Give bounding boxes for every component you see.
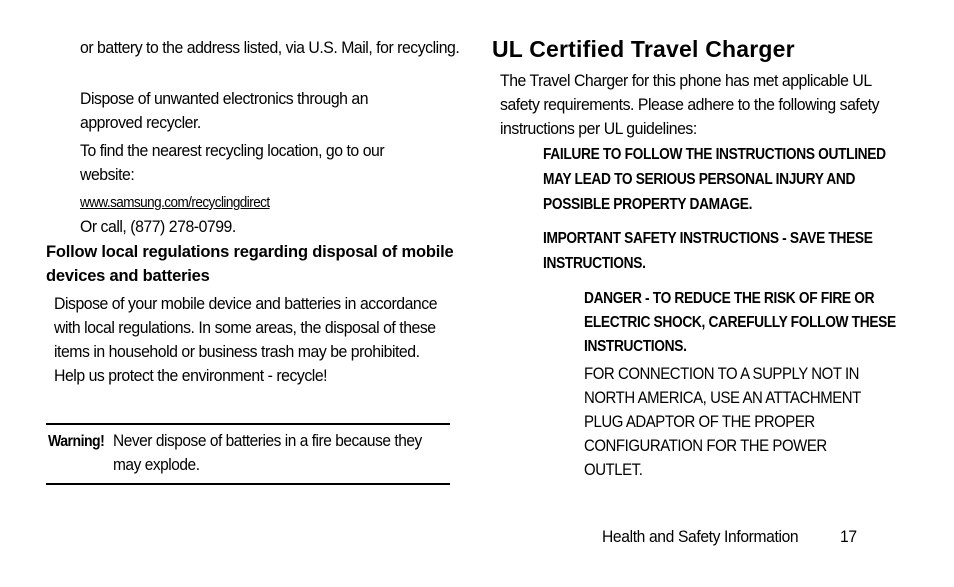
section-title: UL Certified Travel Charger [492, 36, 795, 62]
important-safety-notice: IMPORTANT SAFETY INSTRUCTIONS - SAVE THESE INSTRUCTIONS. [543, 230, 873, 272]
footer-section-title: Health and Safety Information [602, 527, 799, 546]
local-regulations-subheading: Follow local regulations regarding disposal of mobile devices and batteries [46, 243, 454, 285]
connection-notice: FOR CONNECTION TO A SUPPLY NOT IN NORTH AMERICA, USE AN ATTACHMENT PLUG ADAPTOR OF THE PROPER CONFIGURATION FOR THE POWER OUTLET. [584, 364, 861, 479]
recycling-website-link[interactable]: www.samsung.com/recyclingdirect [80, 194, 270, 211]
recycler-paragraph: Dispose of unwanted electronics through an approved recycler. [80, 89, 369, 132]
page-number: 17 [840, 527, 857, 546]
recycling-location-paragraph: To find the nearest recycling location, go to our website: [80, 141, 385, 184]
warning-label: Warning! [48, 433, 105, 450]
danger-notice: DANGER - TO REDUCE THE RISK OF FIRE OR ELECTRIC SHOCK, CAREFULLY FOLLOW THESE INSTRUCTIONS. [584, 290, 896, 355]
recycling-mail-paragraph: or battery to the address listed, via U.S. Mail, for recycling. [80, 38, 460, 57]
call-number-paragraph: Or call, (877) 278-0799. [80, 217, 236, 236]
failure-warning: FAILURE TO FOLLOW THE INSTRUCTIONS OUTLINED MAY LEAD TO SERIOUS PERSONAL INJURY AND POSSIBLE PROPERTY DAMAGE. [543, 146, 886, 213]
warning-bottom-rule [46, 483, 450, 485]
warning-top-rule [46, 423, 450, 425]
disposal-paragraph: Dispose of your mobile device and batteries in accordance with local regulations. In some areas, the disposal of these items in household or business trash may be prohibited. Help us protect the environment - recycle! [54, 294, 438, 385]
intro-paragraph: The Travel Charger for this phone has met applicable UL safety requirements. Please adhere to the following safety instructions per UL guidelines: [500, 71, 880, 138]
warning-text: Never dispose of batteries in a fire because they may explode. [113, 431, 422, 474]
